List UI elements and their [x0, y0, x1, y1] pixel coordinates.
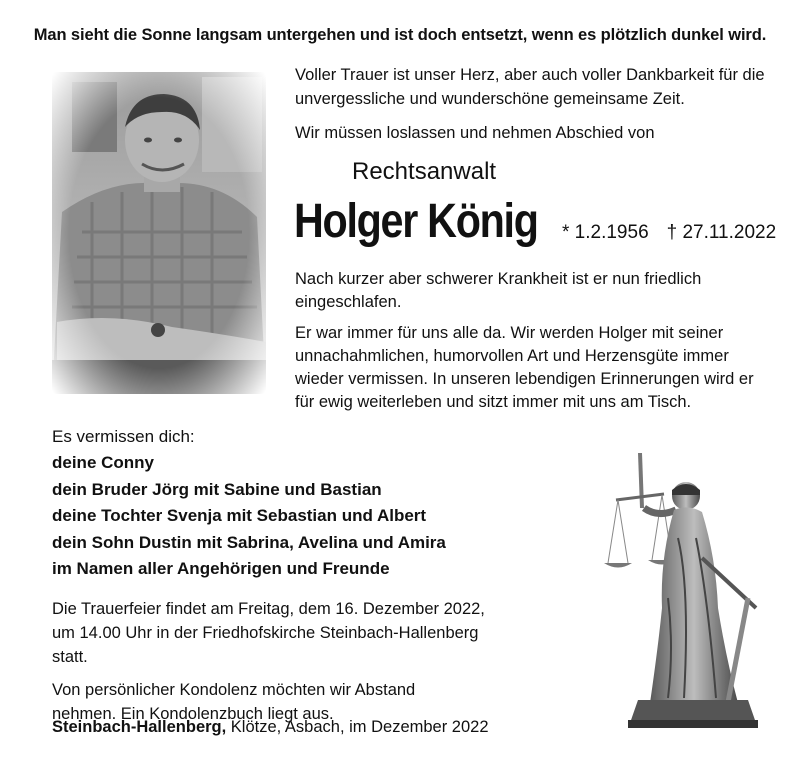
funeral-service-paragraph: Die Trauerfeier findet am Freitag, dem 16. Dezember 2022, um 14.00 Uhr in der Friedhofskirche Steinbach-Hallenberg statt. [52, 600, 485, 666]
signature-rest: Klötze, Asbach, im Dezember 2022 [230, 718, 489, 736]
memorial-text [295, 268, 765, 422]
life-dates [562, 222, 794, 244]
justitia-statue-icon [598, 448, 778, 730]
mourners-list [52, 450, 446, 583]
intro-paragraph-1: Voller Trauer ist unser Herz, aber auch voller Dankbarkeit für die unvergessliche und wunderschöne gemeinsame Zeit. [295, 66, 765, 108]
mourners-intro: Es vermissen dich: [52, 427, 195, 446]
signature-line [52, 718, 489, 737]
mourner-item: deine Conny [52, 453, 155, 472]
signature-place: Steinbach-Hallenberg, [52, 718, 227, 736]
deceased-title: Rechtsanwalt [352, 158, 497, 185]
intro-paragraph-2: Wir müssen loslassen und nehmen Abschied von [295, 124, 655, 142]
mourner-item: im Namen aller Angehörigen und Freunde [52, 559, 390, 578]
intro-text [295, 63, 785, 155]
death-date: † 27.11.2022 [666, 222, 777, 243]
mourner-item: dein Sohn Dustin mit Sabrina, Avelina und Amira [52, 532, 446, 552]
condolence-paragraph: Von persönlicher Kondolenz möchten wir Abstand nehmen. Ein Kondolenzbuch liegt aus. [52, 681, 416, 723]
death-paragraph: Nach kurzer aber schwerer Krankheit ist er nun friedlich eingeschlafen. [295, 270, 702, 311]
tribute-paragraph: Er war immer für uns alle da. Wir werden Holger mit seiner unnachahmlichen, humorvollen Art und Herzensgüte immer wieder vermissen. In unseren lebendigen Erinnerungen wird er für ewig weiterleben und sitzt immer mit uns am Tisch. [295, 324, 754, 411]
mourner-item: dein Bruder Jörg mit Sabine und Bastian [52, 479, 382, 499]
birth-date: * 1.2.1956 [562, 222, 649, 243]
motto-heading: Man sieht die Sonne langsam untergehen und ist doch entsetzt, wenn es plötzlich dunkel wird. [33, 26, 767, 44]
mourner-item: deine Tochter Svenja mit Sebastian und Albert [52, 506, 427, 525]
service-info [52, 597, 512, 735]
portrait-photo [52, 72, 266, 394]
deceased-name: Holger König [294, 195, 538, 248]
mourners-block [52, 424, 446, 583]
